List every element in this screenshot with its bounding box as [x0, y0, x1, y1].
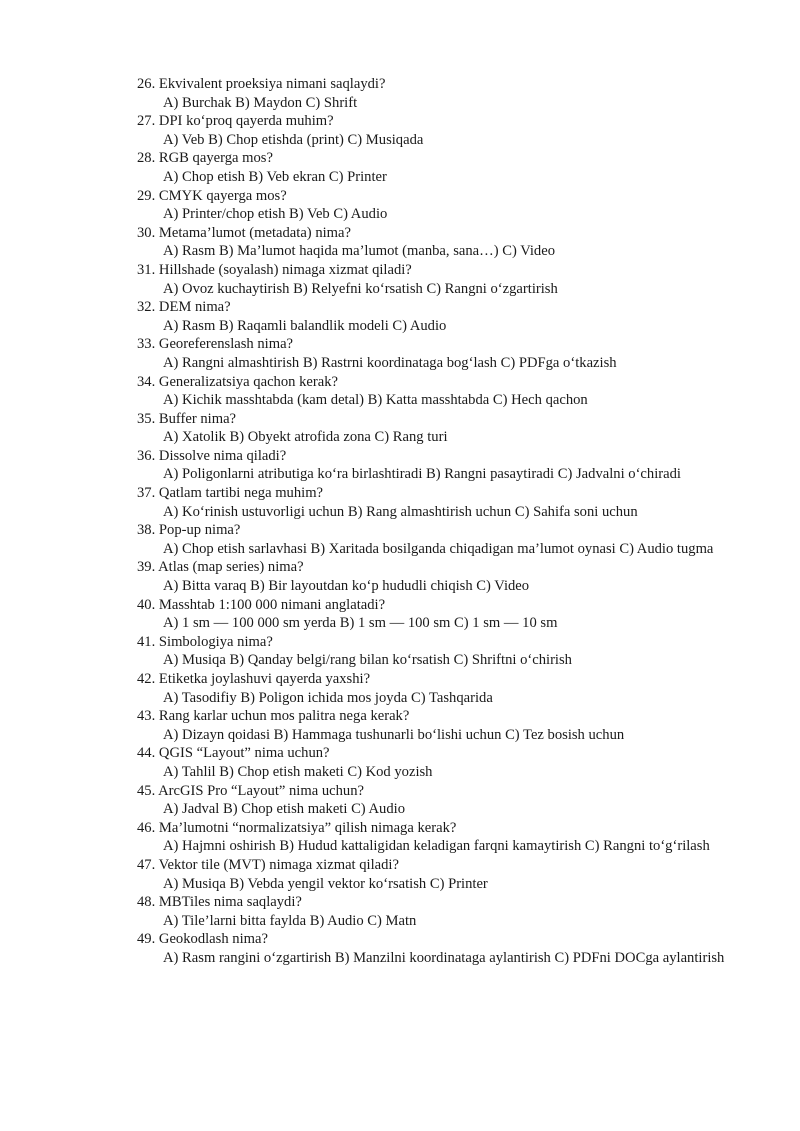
answer-options: A) Rasm B) Ma’lumot haqida ma’lumot (manba, sana…) C) Video: [163, 243, 555, 260]
question-item: [137, 707, 737, 744]
question-item: [137, 782, 737, 819]
answer-options: A) Printer/chop etish B) Veb C) Audio: [163, 206, 388, 223]
question-text: Generalizatsiya qachon kerak?: [158, 373, 338, 390]
answer-options: A) Ovoz kuchaytirish B) Relyefni ko‘rsatish C) Rangni o‘zgartirish: [163, 280, 558, 297]
answer-options: A) Tahlil B) Chop etish maketi C) Kod yozish: [163, 763, 433, 780]
question-number: 41.: [137, 633, 156, 650]
question-line: [137, 187, 737, 206]
answer-options: A) 1 sm — 100 000 sm yerda B) 1 sm — 100 sm C) 1 sm — 10 sm: [163, 615, 558, 632]
question-line: [137, 819, 737, 838]
question-text: RGB qayerga mos?: [158, 150, 273, 167]
question-line: [137, 596, 737, 615]
question-text: Vektor tile (MVT) nimaga xizmat qiladi?: [158, 856, 399, 873]
question-item: [137, 335, 737, 372]
question-text: Ma’lumotni “normalizatsiya” qilish nimaga kerak?: [158, 819, 457, 836]
question-number: 33.: [137, 336, 156, 353]
answer-options: A) Poligonlarni atributiga ko‘ra birlashtiradi B) Rangni pasaytiradi C) Jadvalni o‘chiradi: [163, 466, 681, 483]
question-item: [137, 298, 737, 335]
answer-options: A) Musiqa B) Qanday belgi/rang bilan ko‘rsatish C) Shriftni o‘chirish: [163, 652, 572, 669]
question-line: [137, 930, 737, 949]
question-text: Metama’lumot (metadata) nima?: [158, 224, 351, 241]
answer-options: A) Bitta varaq B) Bir layoutdan ko‘p hududli chiqish C) Video: [163, 578, 530, 595]
question-text: CMYK qayerga mos?: [158, 187, 287, 204]
question-line: [137, 373, 737, 392]
question-item: [137, 670, 737, 707]
question-text: Simbologiya nima?: [158, 633, 273, 650]
question-line: [137, 447, 737, 466]
question-text: Masshtab 1:100 000 nimani anglatadi?: [158, 596, 386, 613]
question-number: 39.: [137, 559, 156, 576]
question-item: [137, 373, 737, 410]
question-number: 35.: [137, 410, 156, 427]
answer-options: A) Rangni almashtirish B) Rastrni koordinataga bog‘lash C) PDFga o‘tkazish: [163, 354, 617, 371]
question-item: [137, 819, 737, 856]
question-number: 29.: [137, 187, 156, 204]
answer-options: A) Tile’larni bitta faylda B) Audio C) Matn: [163, 912, 417, 929]
question-text: QGIS “Layout” nima uchun?: [158, 745, 330, 762]
question-text: MBTiles nima saqlaydi?: [158, 894, 302, 911]
question-line: [137, 224, 737, 243]
answer-options: A) Chop etish B) Veb ekran C) Printer: [163, 168, 387, 185]
question-item: [137, 633, 737, 670]
question-line: [137, 707, 737, 726]
question-number: 37.: [137, 485, 156, 502]
question-text: DPI ko‘proq qayerda muhim?: [158, 113, 334, 130]
question-item: [137, 75, 737, 112]
question-number: 42.: [137, 671, 156, 687]
answer-options: A) Ko‘rinish ustuvorligi uchun B) Rang almashtirish uchun C) Sahifa soni uchun: [163, 503, 638, 520]
question-number: 32.: [137, 299, 156, 316]
question-item: [137, 149, 737, 186]
answer-options: A) Veb B) Chop etishda (print) C) Musiqada: [163, 131, 424, 148]
answer-options: A) Burchak B) Maydon C) Shrift: [163, 94, 358, 111]
answer-options: A) Chop etish sarlavhasi B) Xaritada bosilganda chiqadigan ma’lumot oynasi C) Audio tugma: [163, 540, 714, 557]
question-number: 26.: [137, 76, 156, 92]
answer-options: A) Tasodifiy B) Poligon ichida mos joyda C) Tashqarida: [163, 689, 493, 706]
question-line: [137, 856, 737, 875]
question-text: Pop-up nima?: [158, 522, 241, 539]
question-line: [137, 670, 737, 689]
question-text: Ekvivalent proeksiya nimani saqlaydi?: [158, 76, 386, 92]
question-text: Buffer nima?: [158, 410, 237, 427]
question-line: [137, 782, 737, 801]
question-number: 31.: [137, 261, 156, 278]
question-number: 44.: [137, 745, 156, 762]
question-item: [137, 261, 737, 298]
question-item: [137, 410, 737, 447]
question-text: Dissolve nima qiladi?: [158, 447, 287, 464]
question-text: DEM nima?: [158, 299, 231, 316]
question-text: Hillshade (soyalash) nimaga xizmat qiladi?: [158, 261, 412, 278]
question-line: [137, 298, 737, 317]
question-item: [137, 224, 737, 261]
question-item: [137, 893, 737, 930]
question-number: 45.: [137, 782, 156, 799]
question-item: [137, 112, 737, 149]
question-text: Georeferenslash nima?: [158, 336, 294, 353]
question-item: [137, 521, 737, 558]
question-text: Etiketka joylashuvi qayerda yaxshi?: [158, 671, 371, 687]
question-line: [137, 112, 737, 131]
question-item: [137, 744, 737, 781]
answer-options: A) Dizayn qoidasi B) Hammaga tushunarli bo‘lishi uchun C) Tez bosish uchun: [163, 726, 625, 743]
answer-options: A) Jadval B) Chop etish maketi C) Audio: [163, 801, 405, 818]
question-number: 27.: [137, 113, 156, 130]
question-item: [137, 596, 737, 633]
answer-options: A) Rasm rangini o‘zgartirish B) Manzilni koordinataga aylantirish C) PDFni DOCga aylantirish: [163, 949, 725, 966]
question-text: Geokodlash nima?: [158, 931, 268, 948]
question-item: [137, 484, 737, 521]
question-line: [137, 75, 737, 94]
question-number: 34.: [137, 373, 156, 390]
question-line: [137, 633, 737, 652]
answer-options: A) Hajmni oshirish B) Hudud kattaligidan keladigan farqni kamaytirish C) Rangni to‘g‘rilash: [163, 838, 710, 855]
question-item: [137, 187, 737, 224]
question-item: [137, 856, 737, 893]
question-text: ArcGIS Pro “Layout” nima uchun?: [158, 782, 364, 799]
question-text: Qatlam tartibi nega muhim?: [158, 485, 324, 502]
question-number: 40.: [137, 596, 156, 613]
answer-options: A) Rasm B) Raqamli balandlik modeli C) Audio: [163, 317, 447, 334]
question-list: [137, 75, 737, 968]
question-line: [137, 893, 737, 912]
question-line: [137, 484, 737, 503]
answer-options: A) Musiqa B) Vebda yengil vektor ko‘rsatish C) Printer: [163, 875, 488, 892]
question-line: [137, 335, 737, 354]
question-number: 28.: [137, 150, 156, 167]
question-line: [137, 558, 737, 577]
question-number: 30.: [137, 224, 156, 241]
question-number: 48.: [137, 894, 156, 911]
question-number: 49.: [137, 931, 156, 948]
question-line: [137, 261, 737, 280]
question-number: 36.: [137, 447, 156, 464]
question-line: [137, 410, 737, 429]
question-number: 47.: [137, 856, 156, 873]
question-line: [137, 149, 737, 168]
question-number: 38.: [137, 522, 156, 539]
answer-options: A) Kichik masshtabda (kam detal) B) Katta masshtabda C) Hech qachon: [163, 392, 588, 409]
answer-options: A) Xatolik B) Obyekt atrofida zona C) Rang turi: [163, 429, 448, 446]
question-item: [137, 447, 737, 484]
question-number: 43.: [137, 708, 156, 725]
question-item: [137, 558, 737, 595]
question-line: [137, 521, 737, 540]
question-item: [137, 930, 737, 967]
question-text: Rang karlar uchun mos palitra nega kerak?: [158, 708, 410, 725]
question-line: [137, 744, 737, 763]
question-text: Atlas (map series) nima?: [158, 559, 304, 576]
question-number: 46.: [137, 819, 156, 836]
